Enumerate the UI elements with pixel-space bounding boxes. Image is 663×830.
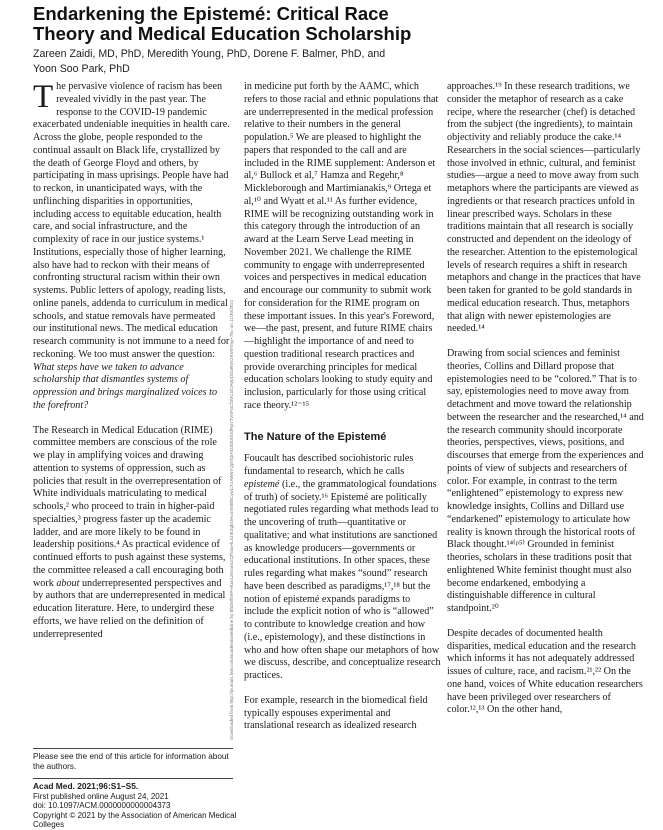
doi: doi: 10.1097/ACM.0000000000004373 [33, 801, 171, 810]
rime-paragraph [33, 425, 231, 642]
journal-citation: Acad Med. 2021;96:S1–S5. [33, 781, 139, 791]
biomedical-paragraph: For example, research in the biomedical field typically espouses experimental and translational research as idealized research [244, 694, 428, 732]
disparities-paragraph: Despite decades of documented health disparities, medical education and the research which informs it has not adequately addressed issues of culture, race, and racism.²¹,²² On the one hand, voices of White education researchers have been privileged over researchers of color.¹²,¹³ On the other hand, [447, 627, 643, 716]
intro-paragraph [33, 81, 231, 413]
first-published: First published online August 24, 2021 [33, 791, 169, 801]
copyright: Copyright © 2021 by the Association of American Medical Colleges [33, 810, 237, 829]
section-heading: The Nature of the Epistemé [244, 430, 387, 443]
article-title: Endarkening the Epistemé: Critical Race Theory and Medical Education Scholarship [33, 3, 412, 44]
aamc-paragraph: in medicine put forth by the AAMC, which refers to those racial and ethnic populations that are underrepresented in the medical profession relative to their numbers in the general population.⁵ We are pleased to highlight the papers that responded to the call and are included in the RIME supplement: Anderson et al,⁶ Bullock et al,⁷ Hamza and Regehr,⁸ Mickleborough and Martimianakis,⁹ Ortega et al,¹⁰ and Wyatt et al.¹¹ As further evidence, RIME will be recognizing outstanding work in this category through the introduction of an award at the Learn Serve Lead meeting in November 2021. We challenge the RIME community to engage with underrepresented voices and perspectives in medical education and encourage our community to submit work for consideration for the RIME program on these important issues. In this year's Foreword, we—the past, present, and future RIME chairs—highlight the importance of and need to question traditional research practices and provide overarching principles for medical education scholars looking to study equity and inclusion, particularly for those using critical race theory.¹²⁻¹⁵ [244, 81, 439, 411]
citation-block [33, 782, 243, 830]
episteme-text-b: (i.e., the grammatological foundations of truth) of society.¹⁶ Epistemé are politically negotiated rules regarding what methods lead to the uncovering of truth—quantitative or qualitative; and what institutions are sanctioned as knowledge producers—governments or educational institutions. In other spaces, these rules regarding what makes “sound” research have been described as paradigms,¹⁷,¹⁸ but the notion of epistemé expands paradigms to include the explicit notion of who is “allowed” to contribute to knowledge creation and how (i.e., epistemology), and these distinctions in who and how often shape our metaphors of how we discuss, describe, and conceptualize research practices. [244, 478, 441, 681]
episteme-italic: epistemé [244, 478, 280, 490]
episteme-paragraph [244, 453, 442, 683]
author-info-note: Please see the end of this article for information about the authors. [33, 752, 229, 771]
rime-text: The Research in Medical Education (RIME) committee members are conscious of the role we play in amplifying voices and drawing attention to systems of oppression, such as policies that result in the overrepresentation of White individuals matriculating to medical schools,² who proceed to train in higher-paid specialties,³ progress faster up the academic ladder, and are more likely to be found in leadership positions.⁴ As practical evidence of continued efforts to push against these systems, the committee released a call encouraging both work [33, 424, 226, 589]
author-list: Zareen Zaidi, MD, PhD, Meredith Young, PhD, Dorene F. Balmer, PhD, and Yoon Soo Park, PhD [33, 48, 386, 75]
rime-text-rest: underrepresented perspectives and by authors that are underrepresented in medical education literature. Here, to undergird these efforts, we have relied on the definition of underrepresented [33, 577, 226, 640]
episteme-text-a: Foucault has described sociohistoric rules fundamental to research, which he calls [244, 453, 414, 477]
column-1 [33, 81, 231, 653]
drop-cap: T [33, 79, 54, 115]
rime-italic: about [56, 577, 80, 589]
column-3 [447, 81, 645, 729]
cake-paragraph: approaches.¹⁹ In these research traditions, we consider the metaphor of research as a cake recipe, where the researcher (chef) is detached from the subject (the ingredients), to maintain objectivity and reliably produce the cake.¹⁴ Researchers in the social sciences—particularly those involved in ethnic, cultural, and feminist studies—argue a need to move away from such metaphors where the participants are viewed as ingredients or that research practices unfold in linear prescribed ways. Scholars in these traditions maintain that all research is socially constructed and dependent on the ideology of the researcher. Attention to the epistemological levels of research requires a shift in research metaphors and change in the practices that have been taken for granted to be gold standards in medical education research. Thus, metaphors that align with newer epistemologies are needed.¹⁴ [447, 81, 641, 335]
footer-divider [33, 748, 233, 749]
intro-question: What steps have we taken to advance scholarship that dismantles systems of oppression and brings marginalized voices to the forefront? [33, 361, 218, 411]
download-watermark [228, 80, 238, 740]
feminist-paragraph: Drawing from social sciences and feminist theories, Collins and Dillard propose that epistemologies need to be “colored.” That is to say, epistemologies need to move away from detachment and move toward the relationship between the researcher and the researched,¹⁴ and the research community should incorporate theories, perspectives, views, positions, and discourses that emerge from the experiences and points of view of subjects and researchers of color. For example, in contrast to the term “enlightened” epistemology to express new knowledge insights, Collins and Dillard use “endarkened” epistemology to articulate how reality is known through the historical roots of Black thought.¹⁴⁽ᵖ⁵⁾ Grounded in feminist theories, scholars in these traditions posit that enlightened White feminist thought must also become endarkened, embodying a distinguishable difference in cultural standpoint.²⁰ [447, 348, 644, 614]
intro-text: he pervasive violence of racism has been revealed vividly in the past year. The response to the COVID-19 pandemic exacerbated undeniable inequities in health care. Across the globe, people responded to the continual assault on Black life, crystallized by the death of George Floyd and others, by participating in mass uprisings. People have had to reckon, in unanticipated ways, with the unflinching disparities in opportunities, including access to equitable education, health care, and social infrastructure, and the complexity of race in our justice systems.¹ Institutions, especially those of higher learning, also have had to reckon with their means of confronting structural racism within their own systems. Public letters of apology, reading lists, online panels, addenda to curriculum in medical schools, and statue removals have permeated our institutional news. The medical education research community is not immune to a need for reckoning. We too must answer the question: [33, 81, 230, 360]
citation-divider [33, 778, 233, 779]
column-2 [244, 81, 442, 745]
download-watermark-text: Downloaded from http://journals.lww.com/academicmedicine by BhDMf5ePHKav1zEoum1tQfN4a+kJLhEZgbsIHo4XMi0hCywCX1AWnYQp/IlQrHD3i3D0OdRyi7TvSFl4Cf3VC4/OAVpDDa8KKGKV0Ymy+78= on 11/30/2021 [229, 299, 234, 740]
